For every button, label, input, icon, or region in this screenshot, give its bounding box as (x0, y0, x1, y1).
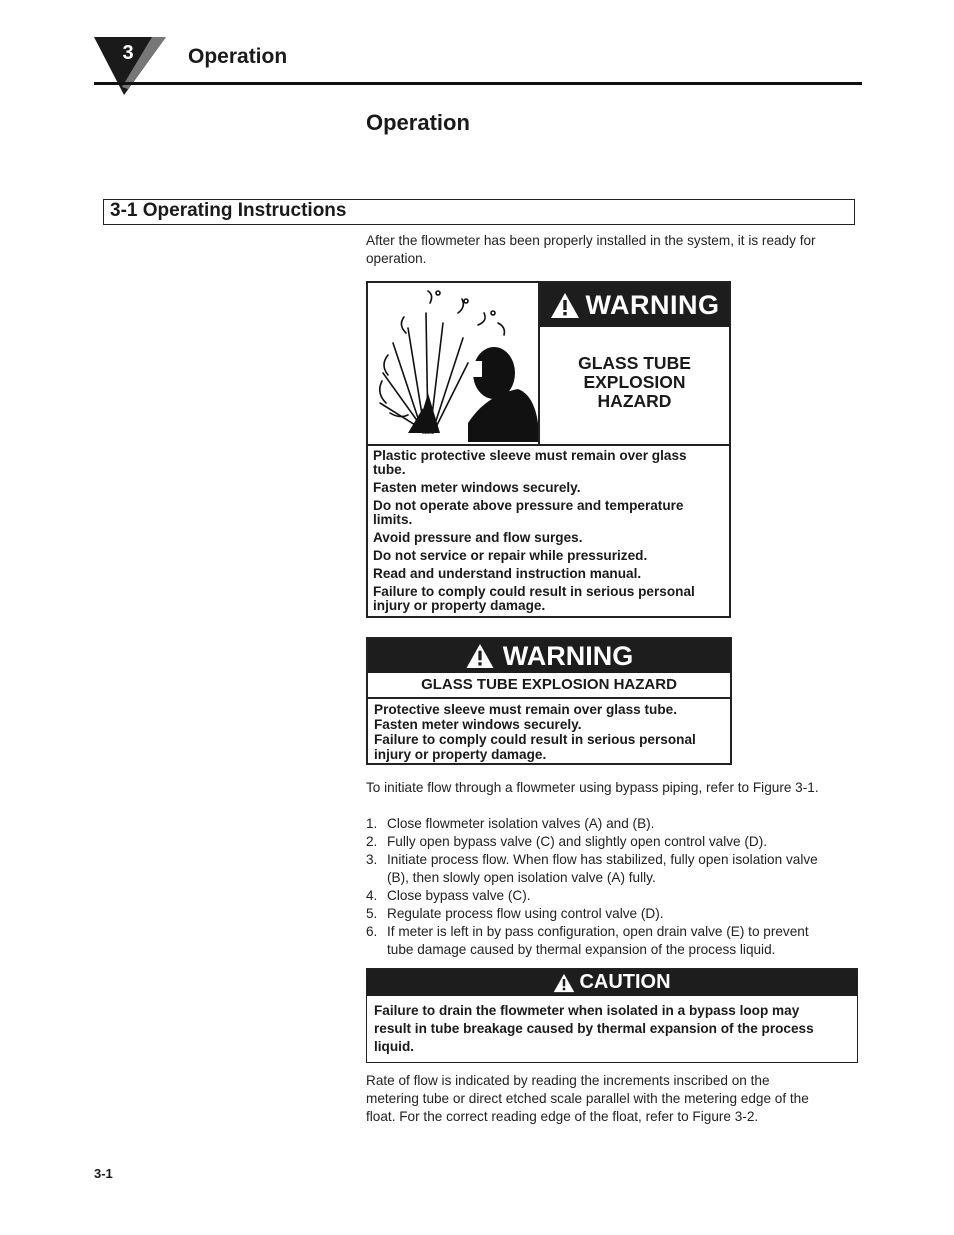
chapter-number: 3 (122, 42, 134, 64)
procedure-steps (366, 815, 858, 959)
warning-item: Fasten meter windows securely. (373, 480, 581, 495)
header-rule (94, 82, 862, 85)
closing-line: Rate of flow is indicated by reading the increments inscribed on the (366, 1073, 770, 1088)
caution-line: result in tube breakage caused by thermal expansion of the process (374, 1021, 814, 1036)
hazard-line: EXPLOSION (583, 372, 686, 392)
bypass-intro: To initiate flow through a flowmeter using bypass piping, refer to Figure 3-1. (366, 780, 819, 795)
warning-triangle-icon (465, 643, 495, 669)
caution-triangle-icon (553, 973, 575, 993)
hazard-line: GLASS TUBE (578, 353, 691, 373)
chapter-title: Operation (188, 45, 288, 68)
caution-banner (367, 969, 857, 996)
warning-item: Plastic protective sleeve must remain over glass tube. (373, 448, 687, 477)
caution-line: liquid. (374, 1039, 415, 1054)
hazard-subtitle: GLASS TUBE EXPLOSION HAZARD (421, 676, 677, 693)
caution-text (374, 1002, 852, 1056)
warning-item: Avoid pressure and flow surges. (373, 530, 583, 545)
warning-line: Failure to comply could result in serious personal (374, 732, 696, 747)
caution-line: Failure to drain the flowmeter when isolated in a bypass loop may (374, 1003, 800, 1018)
warning-line: Fasten meter windows securely. (374, 717, 582, 732)
closing-paragraph (366, 1072, 858, 1126)
warning-item: Failure to comply could result in serious personal injury or property damage. (373, 584, 695, 613)
page-number: 3-1 (94, 1166, 113, 1181)
warning-line: injury or property damage. (374, 747, 547, 762)
explosion-icon (368, 283, 538, 442)
page-title: Operation (366, 110, 470, 135)
caution-banner-text: CAUTION (579, 971, 671, 993)
warning-divider (368, 444, 729, 446)
intro-paragraph (366, 232, 858, 268)
list-item: 5. Regulate process flow using control valve (D). (366, 906, 664, 921)
hazard-title (540, 354, 729, 411)
warning-item: Do not service or repair while pressurized. (373, 548, 648, 563)
closing-line: metering tube or direct etched scale parallel with the metering edge of the (366, 1091, 809, 1106)
list-item: 3. Initiate process flow. When flow has stabilized, fully open isolation valve (B), then slowly open isolation valve (A) fully. (366, 852, 818, 885)
intro-line: After the flowmeter has been properly installed in the system, it is ready for (366, 233, 816, 248)
hazard-line: HAZARD (597, 391, 672, 411)
closing-line: float. For the correct reading edge of the float, refer to Figure 3-2. (366, 1109, 759, 1124)
warning-triangle-icon (550, 292, 580, 319)
warning-banner (368, 639, 730, 673)
warning-banner (540, 283, 729, 327)
intro-line: operation. (366, 251, 427, 266)
list-item: 1. Close flowmeter isolation valves (A) and (B). (366, 816, 655, 831)
list-item: 2. Fully open bypass valve (C) and slightly open control valve (D). (366, 834, 768, 849)
warning-banner-text: WARNING (502, 640, 634, 671)
list-item: 4. Close bypass valve (C). (366, 888, 531, 903)
warning-item: Read and understand instruction manual. (373, 566, 642, 581)
explosion-hazard-illustration (368, 283, 540, 444)
section-title: 3-1 Operating Instructions (110, 200, 347, 221)
warning-item: Do not operate above pressure and temperature limits. (373, 498, 684, 527)
warning-divider (368, 697, 730, 699)
list-item: 6. If meter is left in by pass configuration, open drain valve (E) to prevent tube damage caused by thermal expansion of the process liquid. (366, 924, 809, 957)
warning-instructions (373, 449, 723, 617)
warning-instructions (374, 702, 726, 762)
warning-line: Protective sleeve must remain over glass tube. (374, 702, 677, 717)
warning-banner-text: WARNING (585, 289, 720, 320)
